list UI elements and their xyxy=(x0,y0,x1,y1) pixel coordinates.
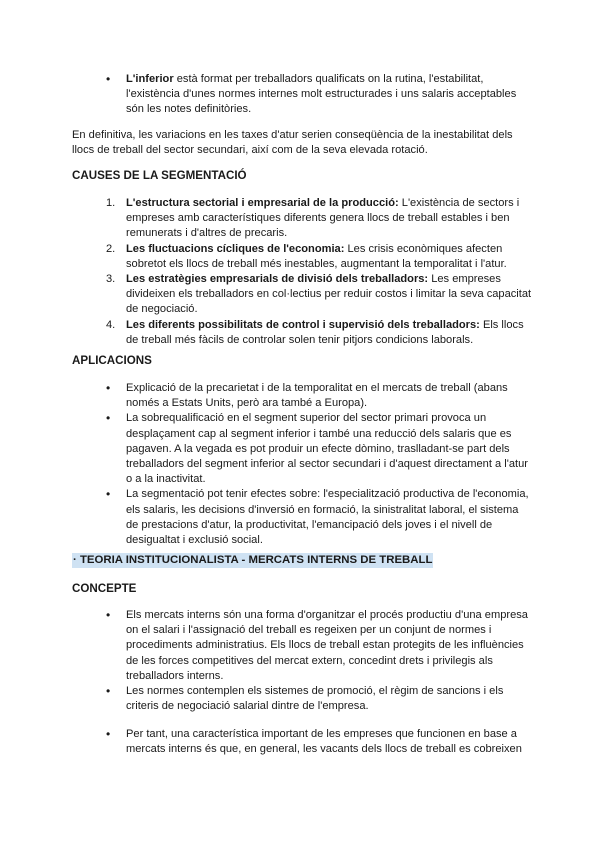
list-item: 3. Les estratègies empresarials de divisió dels treballadors: Les empreses divideixen els treballadors en col·lectius per reduir costos i limitar la seva capacitat de negociació. xyxy=(106,273,532,316)
list-item: • Explicació de la precarietat i de la temporalitat en el mercats de treball (abans només a Estats Units, però ara també a Europa). xyxy=(102,381,532,411)
heading-aplicacions: APLICACIONS xyxy=(72,354,152,367)
heading-concepte: CONCEPTE xyxy=(72,582,137,595)
list-item: • La sobrequalificació en el segment superior del sector primari provoca un desplaçament cap al segment inferior i també una reducció dels salaris que es pagaven. A la vegada es pot produir un efecte dòmino, traslladant-se part dels treballadors del segment inferior al sector secundari i d'aquest directament a l'atur o a la inactivitat. xyxy=(102,411,532,487)
list-item: 4. Les diferents possibilitats de control i supervisió dels treballadors: Els llocs de treball més fàcils de controlar solen tenir pitjors condicions laborals. xyxy=(106,318,524,346)
list-item: • Per tant, una característica important de les empreses que funcionen en base a mercats interns és que, en general, les vacants dels llocs de treball es cobreixen xyxy=(102,727,532,757)
list-item: • La segmentació pot tenir efectes sobre: l'especialització productiva de l'economia, els salaris, les decisions d'inversió en formació, la sinistralitat laboral, el sistema de prestacions d'atur, la productivitat, l'emancipació dels joves i el nivell de desigualtat i exclusió social. xyxy=(102,487,532,548)
list-item: • Els mercats interns són una forma d'organitzar el procés productiu d'una empresa on el salari i l'assignació del treball es regeixen per un conjunt de normes i procediments administratius. Els llocs de treball estan protegits de les influències de les forces competitives del mercat extern, concedint drets i privilegis als treballadors interns. xyxy=(102,608,532,684)
causes-list xyxy=(102,196,532,348)
list-item: • Les normes contemplen els sistemes de promoció, el règim de sancions i els criteris de negociació salarial dintre de l'empresa. xyxy=(102,684,532,714)
concepte-list xyxy=(102,608,532,714)
heading-causes: CAUSES DE LA SEGMENTACIÓ xyxy=(72,169,247,182)
concepte-list-continued xyxy=(102,727,532,757)
list-item: 1. L'estructura sectorial i empresarial de la producció: L'existència de sectors i empreses amb característiques diferents genera llocs de treball estables i ben remunerats i d'altres de precaris. xyxy=(106,197,520,240)
section-title: · TEORIA INSTITUCIONALISTA - MERCATS INTERNS DE TREBALL xyxy=(72,553,433,568)
aplicacions-list xyxy=(102,381,532,548)
list-item: • L'inferior està format per treballadors qualificats on la rutina, l'estabilitat, l'existència d'unes normes internes molt estructurades i uns salaris acceptables són les notes definitòries. xyxy=(102,72,532,118)
paragraph-definitiva: En definitiva, les variacions en les taxes d'atur serien conseqüència de la inestabilitat dels llocs de treball del sector secundari, així com de la seva elevada rotació. xyxy=(72,129,513,157)
inferior-list xyxy=(102,72,532,118)
list-item: 2. Les fluctuacions cícliques de l'economia: Les crisis econòmiques afecten sobretot els llocs de treball més inestables, augmentant la temporalitat i l'atur. xyxy=(106,242,507,270)
